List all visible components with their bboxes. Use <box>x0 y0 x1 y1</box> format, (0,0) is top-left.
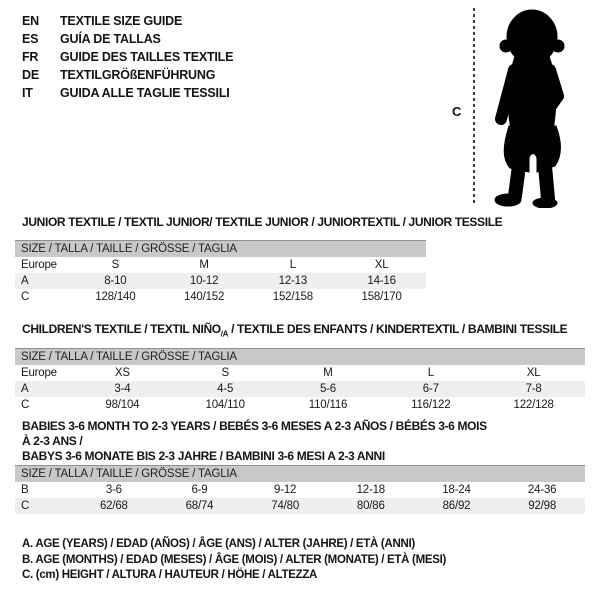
table-cell: 122/128 <box>513 399 554 411</box>
language-code: FR <box>22 50 39 64</box>
language-code: DE <box>22 68 39 82</box>
language-row-en <box>22 12 233 30</box>
table-cell: 14-16 <box>367 275 396 287</box>
table-cell: 12-13 <box>278 275 308 287</box>
baby-silhouette-icon <box>484 6 580 208</box>
row-label: C <box>21 291 30 303</box>
row-label: A <box>21 383 29 395</box>
table-cell: XL <box>526 367 541 379</box>
legend-line-b: B. AGE (MONTHS) / EDAD (MESES) / ÂGE (MOIS) / ALTER (MONATE) / ETÀ (MESI) <box>22 553 447 566</box>
table-cell: M <box>323 367 333 379</box>
table-cell: L <box>289 259 296 271</box>
table-cell: 86/92 <box>442 500 471 512</box>
table-cell: 62/68 <box>99 500 128 512</box>
language-row-de <box>22 66 233 84</box>
babies-table-title <box>22 419 492 464</box>
table-cell: 3-6 <box>105 484 122 496</box>
table-row <box>15 289 426 305</box>
table-cell: 92/98 <box>528 500 557 512</box>
table-cell: 80/86 <box>356 500 385 512</box>
row-label: C <box>21 500 30 512</box>
table-cell: 110/116 <box>308 399 348 411</box>
table-row <box>15 273 426 289</box>
table-cell: 12-18 <box>356 484 385 496</box>
size-header-band: SIZE / TALLA / TAILLE / GRÖSSE / TAGLIA <box>15 240 426 257</box>
babies-table <box>15 465 585 514</box>
table-cell: XL <box>374 259 389 271</box>
title-text: / TEXTILE DES ENFANTS / KINDERTEXTIL / BAMBINI TESSILE <box>228 322 568 336</box>
junior-table-title: JUNIOR TEXTILE / TEXTIL JUNIOR/ TEXTILE JUNIOR / JUNIORTEXTIL / JUNIOR TESSILE <box>22 215 503 229</box>
table-cell: S <box>221 367 229 379</box>
language-row-it <box>22 84 233 102</box>
title-line-1: BABIES 3-6 MONTH TO 2-3 YEARS / BEBÉS 3-6 MESES A 2-3 AÑOS / BÉBÉS 3-6 MOIS À 2-3 ANS / <box>22 419 487 448</box>
language-label: GUIDE DES TAILLES TEXTILE <box>60 50 234 64</box>
children-table-title <box>22 322 567 338</box>
table-cell: 4-5 <box>217 383 234 395</box>
language-label: GUIDA ALLE TAGLIE TESSILI <box>60 86 230 100</box>
table-cell: 9-12 <box>274 484 297 496</box>
table-row <box>15 257 426 273</box>
table-row <box>15 365 585 381</box>
language-label: GUÍA DE TALLAS <box>60 32 161 46</box>
language-code: ES <box>22 32 39 46</box>
title-line-2: BABYS 3-6 MONATE BIS 2-3 JAHRE / BAMBINI 3-6 MESI A 2-3 ANNI <box>22 449 385 463</box>
table-cell: 7-8 <box>525 383 542 395</box>
row-label: B <box>21 484 29 496</box>
row-label: Europe <box>21 367 57 379</box>
size-header-band: SIZE / TALLA / TAILLE / GRÖSSE / TAGLIA <box>15 348 585 365</box>
table-cell: 24-36 <box>527 484 557 496</box>
junior-table <box>15 240 426 305</box>
row-label: C <box>21 399 30 411</box>
language-label: TEXTILE SIZE GUIDE <box>60 14 183 28</box>
height-measure-label: C <box>452 104 462 119</box>
table-cell: 18-24 <box>442 484 471 496</box>
row-label: A <box>21 275 29 287</box>
table-cell: 68/74 <box>185 500 214 512</box>
measurement-legend <box>22 538 446 585</box>
legend-line-a: A. AGE (YEARS) / EDAD (AÑOS) / ÂGE (ANS) / ALTER (JAHRE) / ETÀ (ANNI) <box>22 538 415 550</box>
table-cell: 6-9 <box>191 484 208 496</box>
table-cell: 140/152 <box>184 291 225 303</box>
table-cell: 8-10 <box>104 275 127 287</box>
table-cell: 3-4 <box>114 383 131 395</box>
size-header-band: SIZE / TALLA / TAILLE / GRÖSSE / TAGLIA <box>15 465 585 482</box>
language-code: EN <box>22 14 39 28</box>
table-row <box>15 381 585 397</box>
table-cell: 152/158 <box>272 291 313 303</box>
table-cell: 128/140 <box>95 291 136 303</box>
table-cell: 10-12 <box>189 275 219 287</box>
table-row <box>15 482 585 498</box>
table-cell: XS <box>114 367 130 379</box>
table-cell: 5-6 <box>319 383 336 395</box>
table-cell: S <box>111 259 120 271</box>
table-cell: 104/110 <box>205 399 245 411</box>
table-cell: L <box>427 367 434 379</box>
language-title-list <box>22 12 233 102</box>
language-row-fr <box>22 48 233 66</box>
title-text: CHILDREN'S TEXTILE / TEXTIL NIÑO <box>22 322 221 336</box>
language-code: IT <box>22 86 33 100</box>
row-label: Europe <box>21 259 57 271</box>
table-cell: M <box>199 259 209 271</box>
table-cell: 6-7 <box>422 383 439 395</box>
table-cell: 158/170 <box>361 291 402 303</box>
legend-line-c: C. (cm) HEIGHT / ALTURA / HAUTEUR / HÖHE / ALTEZZA <box>22 569 318 581</box>
table-row <box>15 498 585 514</box>
table-cell: 116/122 <box>411 399 451 411</box>
height-measure-dotted-line <box>473 8 475 206</box>
table-row <box>15 397 585 413</box>
language-label: TEXTILGRÖßENFÜHRUNG <box>60 68 216 82</box>
table-cell: 98/104 <box>105 399 140 411</box>
table-cell: 74/80 <box>271 500 300 512</box>
language-row-es <box>22 30 233 48</box>
title-subscript: /A <box>220 329 229 339</box>
children-table <box>15 348 585 413</box>
